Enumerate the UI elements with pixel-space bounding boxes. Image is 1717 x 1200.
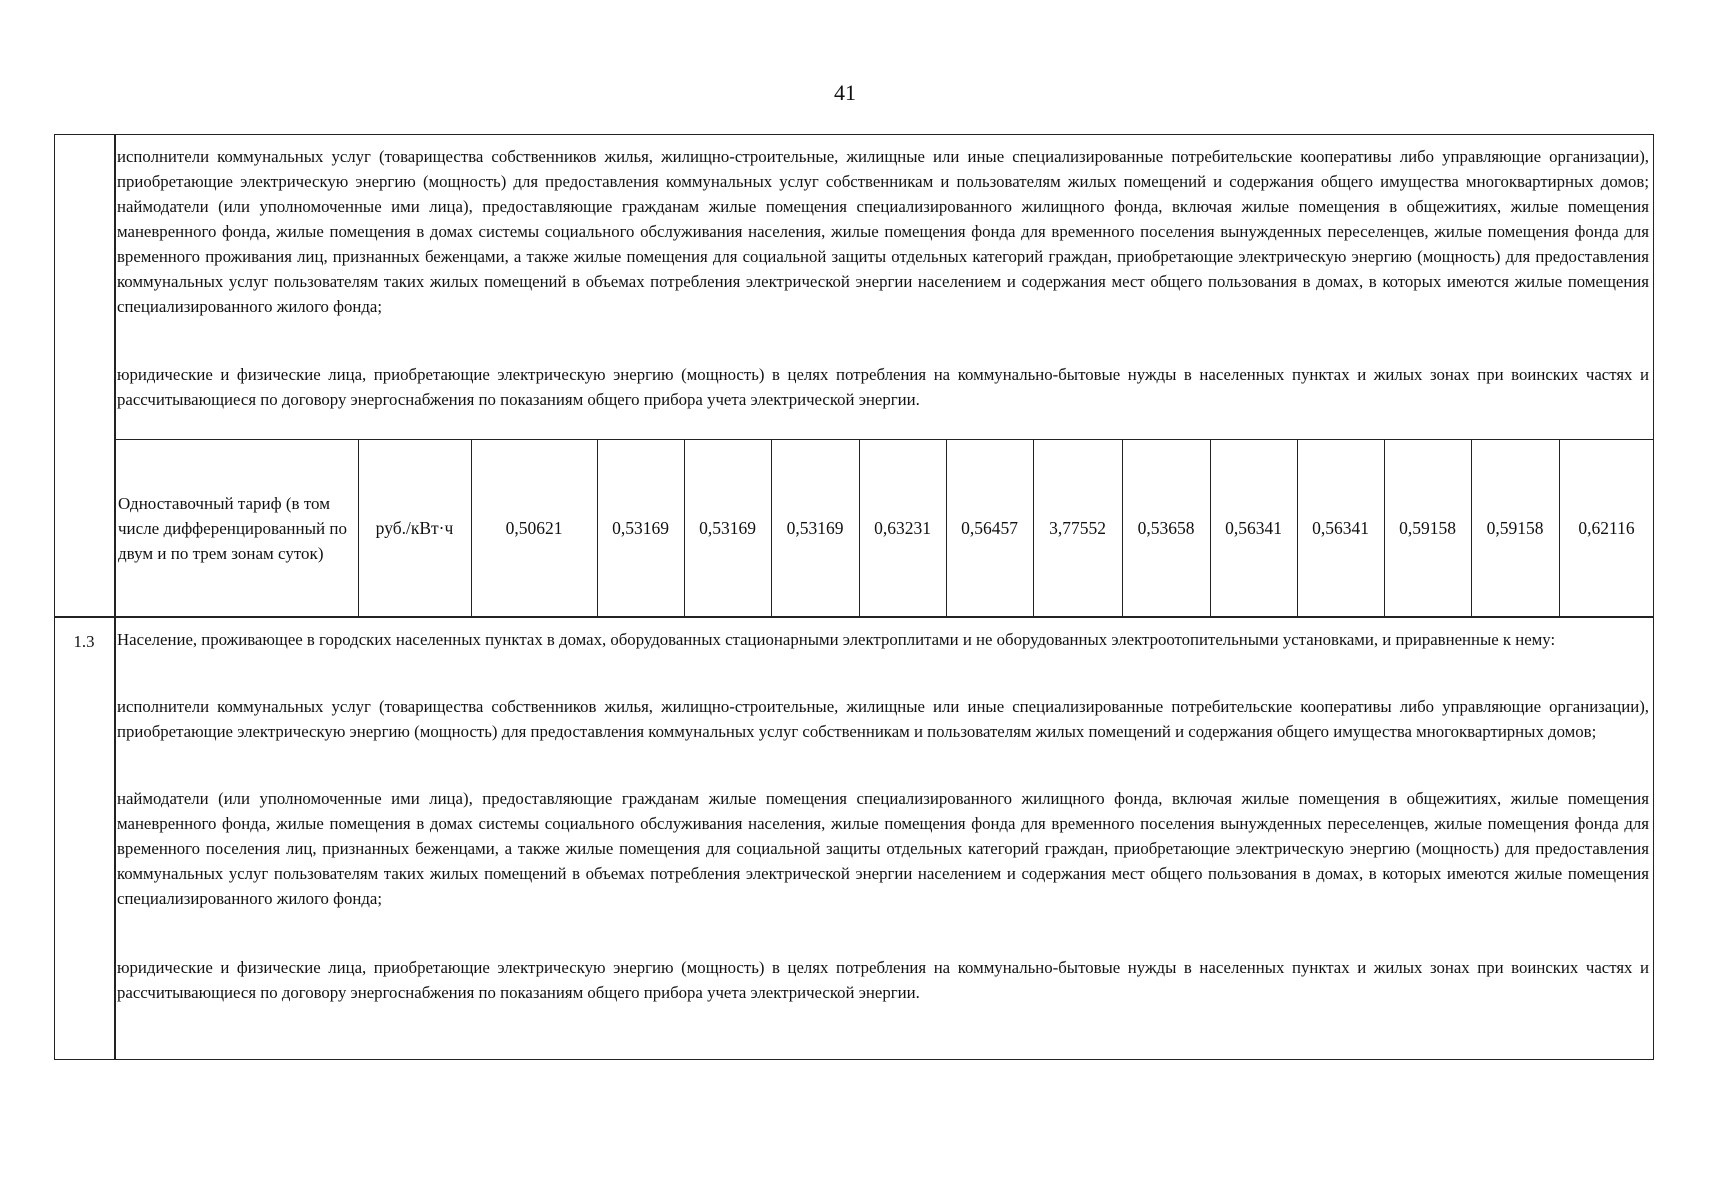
- tariff-value-cell: 0,53169: [612, 517, 669, 538]
- tariff-value-cell: 0,53658: [1137, 517, 1195, 538]
- tariff-value-cell: 3,77552: [1049, 517, 1106, 538]
- tariff-value-cell: 0,59158: [1486, 517, 1544, 538]
- tariff-unit-cell: руб./кВт·ч: [375, 517, 454, 538]
- tariff-value-cell: 0,50621: [505, 517, 563, 538]
- row-number: 1.3: [73, 632, 95, 651]
- tariff-value-cell: 0,56341: [1225, 517, 1282, 538]
- tariff-column-divider: [358, 440, 359, 616]
- top-paragraph-2: юридические и физические лица, приобретающие электрическую энергию (мощность) в целях потребления на коммунально-бытовые нужды в населенных пунктах и жилых зонах при воинских частях и рассчитывающиеся по договору энергоснабжения по показаниям общего прибора учета электрической энергии.: [117, 365, 1649, 409]
- section-heading: Население, проживающее в городских населенных пунктах в домах, оборудованных стационарными электроплитами и не оборудованных электроотопительными установками, и приравненные к нему:: [117, 630, 1556, 649]
- tariff-value-cell: 0,56457: [961, 517, 1018, 538]
- tariff-value-cell: 0,56341: [1312, 517, 1369, 538]
- top-paragraph-1: исполнители коммунальных услуг (товарищества собственников жилья, жилищно-строительные, жилищные или иные специализированные потребительские кооперативы либо управляющие организации), приобретающие электрическую энергию (мощность) для предоставления коммунальных услуг собственникам и пользователям жилых помещений и содержания общего имущества многоквартирных домов; наймодатели (или уполномоченные ими лица), предоставляющие гражданам жилые помещения специализированного жилищного фонда, включая жилые помещения в общежитиях, жилые помещения маневренного фонда, жилые помещения в домах системы социального обслуживания населения, жилые помещения фонда для временного поселения вынужденных переселенцев, жилые помещения фонда для временного проживания лиц, признанных беженцами, а также жилые помещения для социальной защиты отдельных категорий граждан, приобретающие электрическую энергию (мощность) для предоставления коммунальных услуг пользователям таких жилых помещений в объемах потребления электрической энергии населением и содержания мест общего пользования в домах, в которых имеются жилые помещения специализированного жилого фонда;: [117, 147, 1649, 316]
- tariff-value-cell: 0,63231: [874, 517, 931, 538]
- section-paragraph-2: наймодатели (или уполномоченные ими лица), предоставляющие гражданам жилые помещения специализированного жилищного фонда, включая жилые помещения в общежитиях, жилые помещения маневренного фонда, жилые помещения в домах системы социального обслуживания населения, жилые помещения фонда для временного поселения вынужденных переселенцев, жилые помещения фонда для временного поселения лиц, признанных беженцами, а также жилые помещения для социальной защиты отдельных категорий граждан, приобретающие электрическую энергию (мощность) для предоставления коммунальных услуг пользователям таких жилых помещений в объемах потребления электрической энергии населением и содержания мест общего пользования в домах, в которых имеются жилые помещения специализированного жилого фонда;: [117, 789, 1649, 908]
- tariff-value-cell: 0,59158: [1399, 517, 1456, 538]
- tariff-name-cell: Одноставочный тариф (в том числе дифференцированный по двум и по трем зонам суток): [118, 493, 347, 563]
- page-number: 41: [834, 80, 856, 105]
- section-paragraph-3: юридические и физические лица, приобретающие электрическую энергию (мощность) в целях потребления на коммунально-бытовые нужды в населенных пунктах и жилых зонах при воинских частях и рассчитывающиеся по договору энергоснабжения по показаниям общего прибора учета электрической энергии.: [117, 958, 1649, 1002]
- tariff-value-cell: 0,53169: [786, 517, 844, 538]
- tariff-value-cell: 0,53169: [699, 517, 756, 538]
- tariff-row-bottom-border: [54, 616, 1654, 618]
- section-paragraph-1: исполнители коммунальных услуг (товарищества собственников жилья, жилищно-строительные, жилищные или иные специализированные потребительские кооперативы либо управляющие организации), приобретающие электрическую энергию (мощность) для предоставления коммунальных услуг собственникам и пользователям жилых помещений и содержания общего имущества многоквартирных домов;: [117, 697, 1649, 741]
- tariff-value-cell: 0,62116: [1578, 517, 1635, 538]
